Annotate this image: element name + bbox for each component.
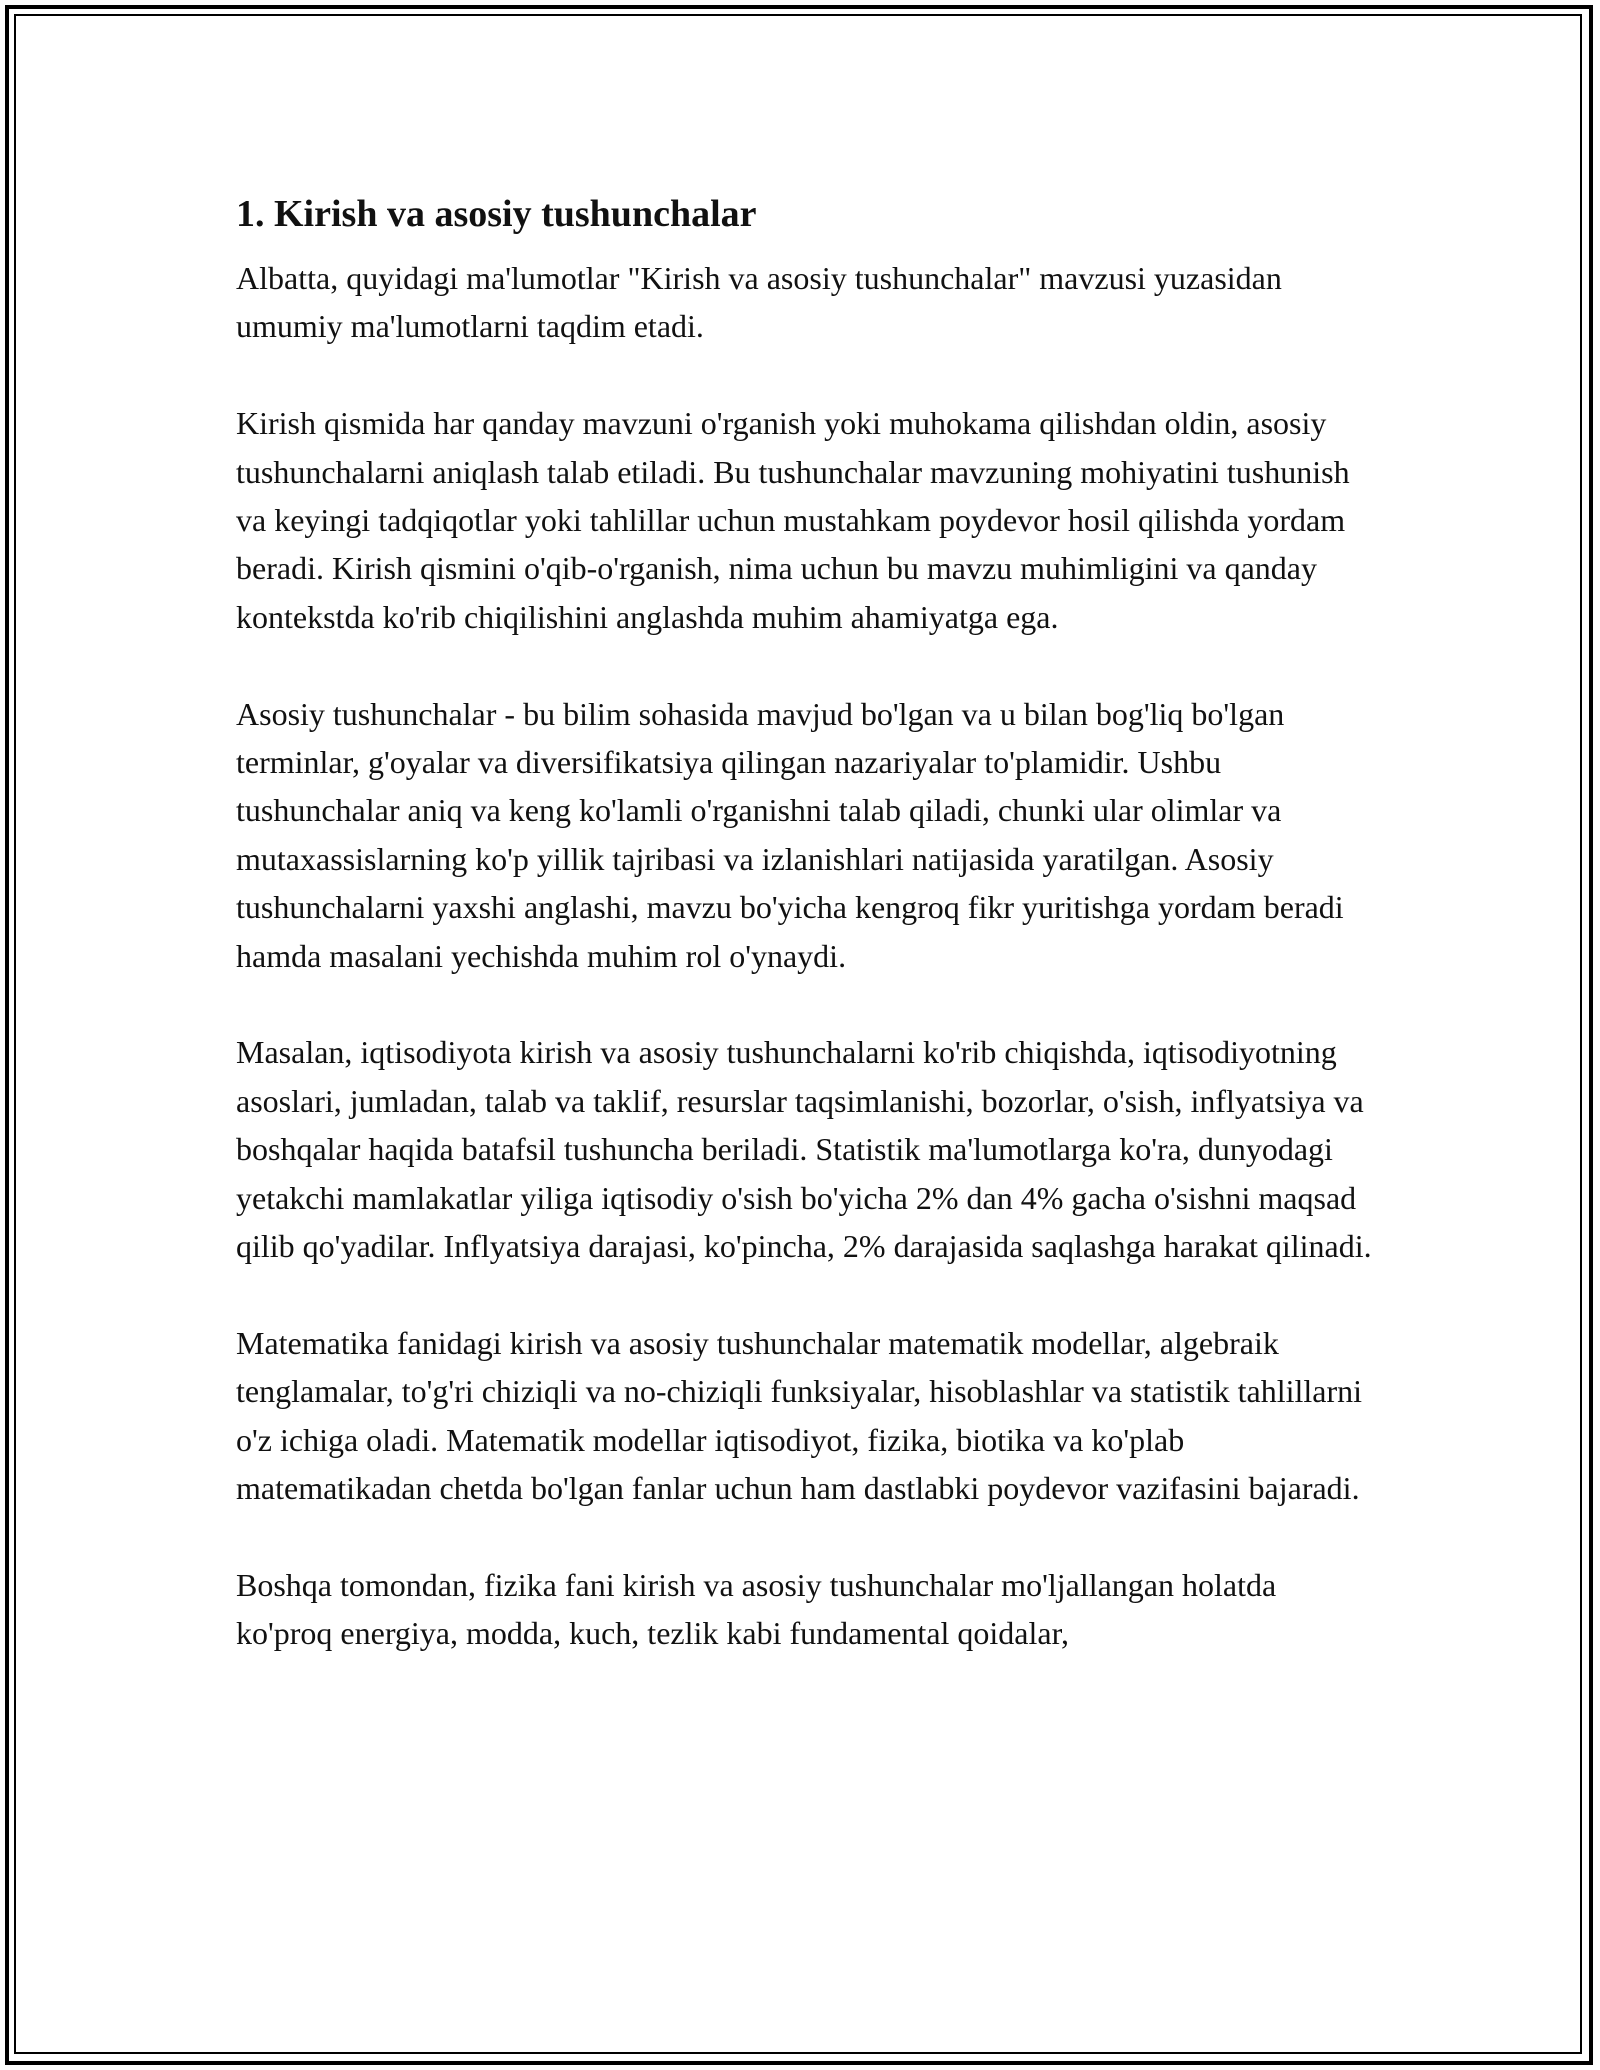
- section-heading: 1. Kirish va asosiy tushunchalar: [236, 193, 757, 235]
- paragraph-iqtisodiyot: Masalan, iqtisodiyota kirish va asosiy tushunchalarni ko'rib chiqishda, iqtisodiyotning asoslari, jumladan, talab va taklif, resurslar taqsimlanishi, bozorlar, o'sish, inflyatsiya va boshqalar haqida batafsil tushuncha beriladi. Statistik ma'lumotlarga ko'ra, dunyodagi yetakchi mamlakatlar yiliga iqtisodiy o'sish bo'yicha 2% dan 4% gacha o'sishni maqsad qilib qo'yadilar. Inflyatsiya darajasi, ko'pincha, 2% darajasida saqlashga harakat qilinadi.: [236, 1034, 1372, 1265]
- paragraph-matematika: Matematika fanidagi kirish va asosiy tushunchalar matematik modellar, algebraik tenglamalar, to'g'ri chiziqli va no-chiziqli funksiyalar, hisoblashlar va statistik tahlillarni o'z ichiga oladi. Matematik modellar iqtisodiyot, fizika, biotika va ko'plab matematikadan chetda bo'lgan fanlar uchun ham dastlabki poydevor vazifasini bajaradi.: [236, 1324, 1362, 1507]
- paragraph-intro: Albatta, quyidagi ma'lumotlar "Kirish va asosiy tushunchalar" mavzusi yuzasidan umumiy ma'lumotlarni taqdim etadi.: [236, 260, 1282, 345]
- document-body: [236, 186, 1376, 1658]
- paragraph-asosiy-tushunchalar: Asosiy tushunchalar - bu bilim sohasida mavjud bo'lgan va u bilan bog'liq bo'lgan terminlar, g'oyalar va diversifikatsiya qilingan nazariyalar to'plamidir. Ushbu tushunchalar aniq va keng ko'lamli o'rganishni talab qiladi, chunki ular olimlar va mutaxassislarning ko'p yillik tajribasi va izlanishlari natijasida yaratilgan. Asosiy tushunchalarni yaxshi anglashi, mavzu bo'yicha kengroq fikr yuritishga yordam beradi hamda masalani yechishda muhim rol o'ynaydi.: [236, 695, 1344, 974]
- paragraph-fizika: Boshqa tomondan, fizika fani kirish va asosiy tushunchalar mo'ljallangan holatda ko'proq energiya, modda, kuch, tezlik kabi fundamental qoidalar,: [236, 1566, 1277, 1652]
- paragraph-kirish: Kirish qismida har qanday mavzuni o'rganish yoki muhokama qilishdan oldin, asosiy tushunchalarni aniqlash talab etiladi. Bu tushunchalar mavzuning mohiyatini tushunish va keyingi tadqiqotlar yoki tahlillar uchun mustahkam poydevor hosil qilishda yordam beradi. Kirish qismini o'qib-o'rganish, nima uchun bu mavzu muhimligini va qanday kontekstda ko'rib chiqilishini anglashda muhim ahamiyatga ega.: [236, 405, 1350, 635]
